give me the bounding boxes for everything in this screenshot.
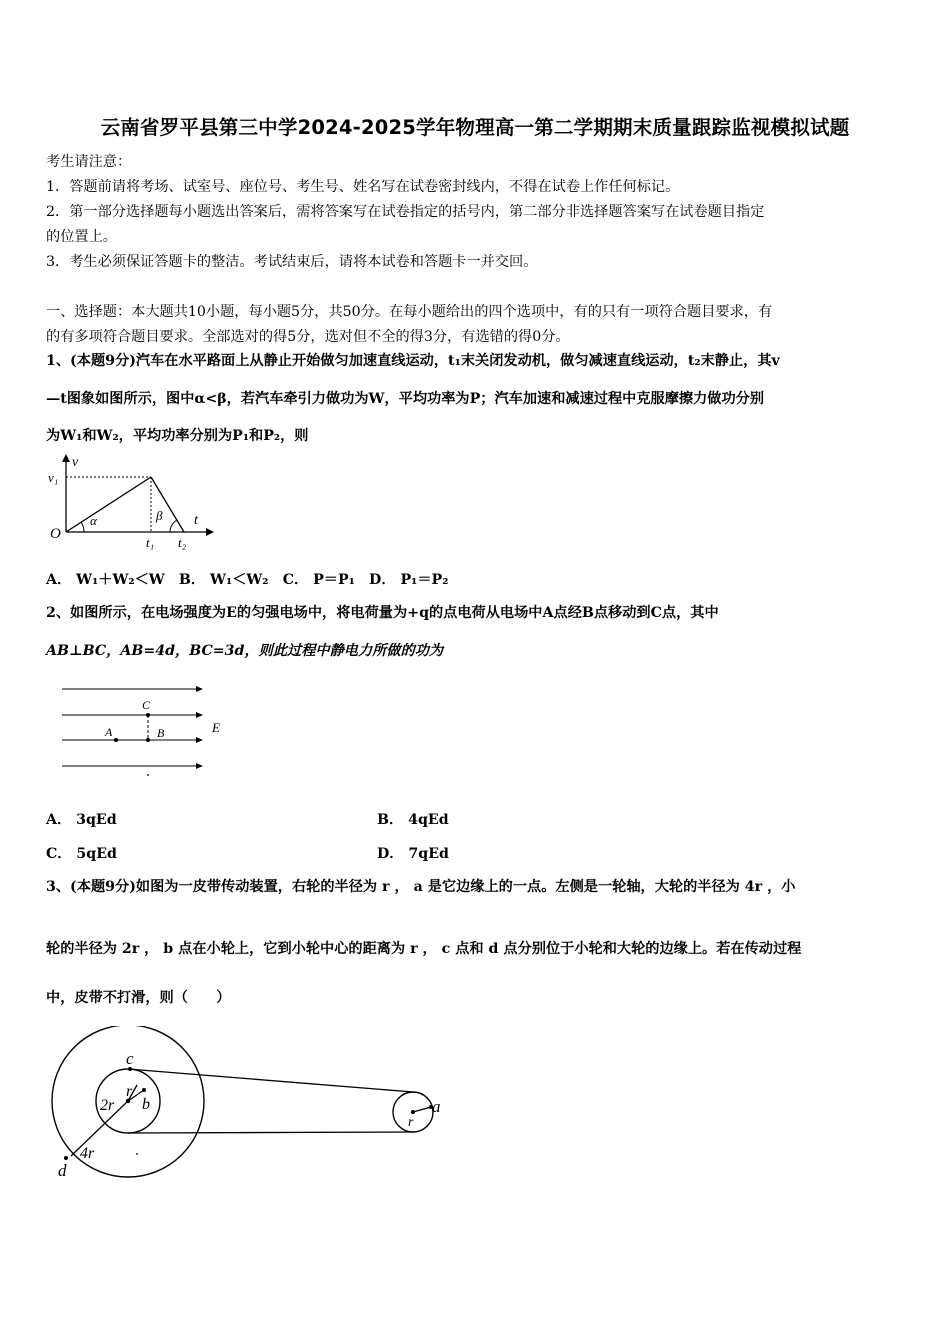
q1-graph-xlabel: t xyxy=(194,513,198,528)
q1-graph-v1: v₁ xyxy=(48,470,59,485)
q2-option-c: C． 5qEd xyxy=(46,846,117,862)
q1-graph-t1: t₁ xyxy=(146,535,155,550)
q1-graph-origin: O xyxy=(50,526,61,542)
page-title: 云南省罗平县第三中学2024-2025学年物理高一第二学期期末质量跟踪监视模拟试题 xyxy=(100,116,850,139)
q1-graph-alpha: α xyxy=(90,513,97,528)
q2-line2: AB⊥BC，AB=4d，BC=3d，则此过程中静电力所做的功为 xyxy=(46,643,444,659)
q2-point-b: B xyxy=(157,726,165,740)
q3-radius-small-r: r xyxy=(408,1115,414,1130)
q2-line1: 2、如图所示，在电场强度为E的匀强电场中，将电荷量为+q的点电荷从电场中A点经B点移动到C点，其中 xyxy=(46,605,719,621)
q1-line2: —t图象如图所示，图中α<β，若汽车牵引力做功为W，平均功率为P；汽车加速和减速过程中克服摩擦力做功分别 xyxy=(46,391,765,407)
q1-line1: 1、(本题9分)汽车在水平路面上从静止开始做匀加速直线运动，t₁末关闭发动机，做匀减速直线运动，t₂末静止，其v xyxy=(46,353,780,369)
q3-point-c: c xyxy=(126,1049,134,1068)
q3-point-d: d xyxy=(58,1161,67,1180)
q3-line1: 3、(本题9分)如图为一皮带传动装置，右轮的半径为 r ， a 是它边缘上的一点。左侧是一轮轴，大轮的半径为 4r ，小 xyxy=(46,879,796,895)
q1-graph-t2: t₂ xyxy=(178,535,187,550)
q1-graph-ylabel: v xyxy=(72,455,79,470)
q2-point-c: C xyxy=(142,698,151,712)
q1-options: A． W₁＋W₂＜W B． W₁＜W₂ C． P＝P₁ D． P₁＝P₂ xyxy=(46,572,449,588)
q3-belt-diagram xyxy=(44,1026,454,1186)
q3-radius-2r: 2r xyxy=(100,1097,115,1114)
notice-item-1: 1．答题前请将考场、试室号、座位号、考生号、姓名写在试卷密封线内，不得在试卷上作任何标记。 xyxy=(46,179,680,195)
notice-item-3: 3．考生必须保证答题卡的整洁。考试结束后，请将本试卷和答题卡一并交回。 xyxy=(46,254,538,270)
q1-vt-graph xyxy=(44,452,214,552)
notice-heading: 考生请注意： xyxy=(46,154,132,170)
q2-option-b: B． 4qEd xyxy=(377,812,449,828)
q3-point-a: a xyxy=(432,1097,441,1116)
notice-item-2-cont: 的位置上。 xyxy=(46,229,117,245)
q3-radius-r: r xyxy=(126,1083,133,1100)
q1-graph-beta: β xyxy=(156,508,163,523)
q2-option-a: A． 3qEd xyxy=(46,812,117,828)
q3-radius-4r: 4r xyxy=(80,1145,95,1162)
q2-option-d: D． 7qEd xyxy=(377,846,449,862)
q3-line2: 轮的半径为 2r ， b 点在小轮上，它到小轮中心的距离为 r ， c 点和 d 点分别位于小轮和大轮的边缘上。若在传动过程 xyxy=(46,941,802,957)
notice-item-2: 2．第一部分选择题每小题选出答案后，需将答案写在试卷指定的括号内，第二部分非选择题答案写在试卷题目指定 xyxy=(46,204,765,220)
q2-field-e: E xyxy=(212,720,220,735)
section-intro-line2: 的有多项符合题目要求。全部选对的得5分，选对但不全的得3分，有选错的得0分。 xyxy=(46,329,570,345)
q3-point-b: b xyxy=(142,1096,150,1113)
q3-line3: 中，皮带不打滑，则（ ） xyxy=(46,990,231,1006)
q2-point-a: A xyxy=(105,725,113,739)
section-intro-line1: 一、选择题：本大题共10小题，每小题5分，共50分。在每小题给出的四个选项中，有的只有一项符合题目要求，有 xyxy=(46,304,773,320)
q2-field-diagram xyxy=(56,678,236,782)
q1-line3: 为W₁和W₂，平均功率分别为P₁和P₂，则 xyxy=(46,428,309,444)
